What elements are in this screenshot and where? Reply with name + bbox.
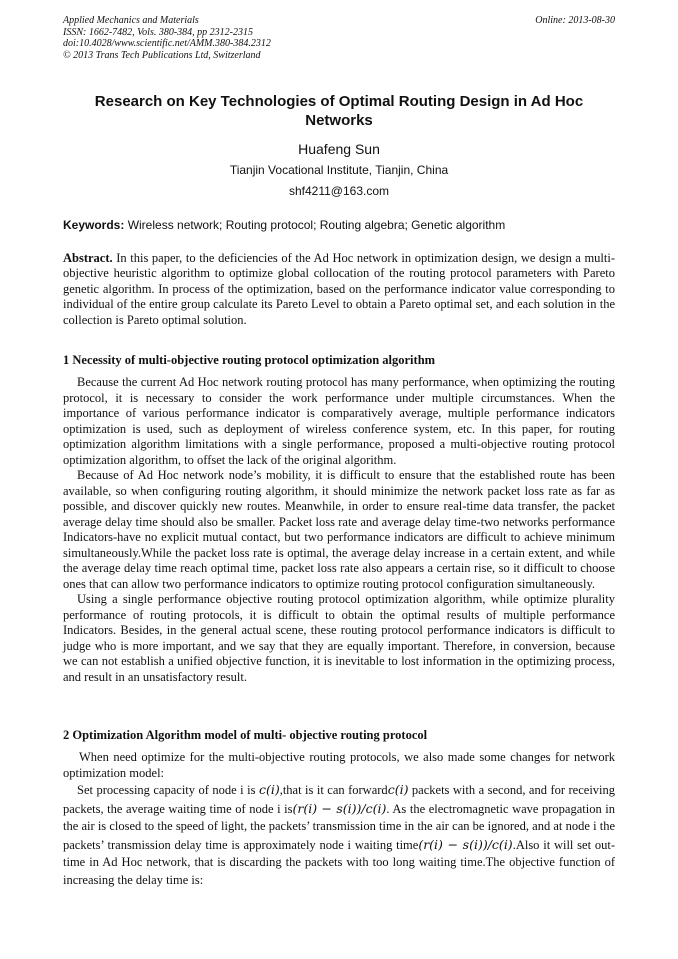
section-2-paragraph: When need optimize for the multi-objective routing protocols, we also made some changes for network optimization model:	[63, 750, 615, 780]
paper-author: Huafeng Sun	[298, 141, 380, 157]
keywords-label: Keywords:	[63, 218, 125, 232]
section-1-paragraph: Because of Ad Hoc network node’s mobility, it is difficult to ensure that the established route has been available, so when configuring routing algorithm, it should minimize the network packet loss rate as far as possible, and discover quickly new routes. Meanwhile, in order to ensure real-time data transfer, the packet average delay time should also be smaller. Packet loss rate and average delay time-two networks performance Indicators-have no explicit mutual contact, but two performance indicators are difficult to achieve minimum simultaneously.While the packet loss rate is optimal, the average delay increase in a certain extent, and while the average delay time reach optimal time, packet loss rate also appears a certain rise, so it difficult to choose ones that can allow two performance indicators to optimize routing protocol configuration simultaneously.	[63, 468, 615, 591]
paper-title: Research on Key Technologies of Optimal Routing Design in Ad Hoc Networks	[94, 93, 584, 129]
section-1-paragraph: Because the current Ad Hoc network routing protocol has many performance, when optimizing the routing protocol, it is necessary to consider the work performance under multiple circumstances. When the importance of various performance indicator is comparatively average, multiple performance indicators optimization is used, such as deployment of wireless conference system, etc. In this paper, for routing optimization algorithm limitations with a single performance, proposed a multi-objective routing protocol optimization algorithm, to offset the lack of the original algorithm.	[63, 375, 615, 467]
math-waiting-time: (r(i) − s(i))/c(i)	[292, 800, 387, 816]
journal-copyright: © 2013 Trans Tech Publications Ltd, Switzerland	[63, 49, 261, 61]
text-run: Set processing capacity of node i is	[77, 783, 259, 797]
keywords	[63, 218, 615, 233]
section-2-paragraph	[63, 781, 615, 889]
section-1-paragraph: Using a single performance objective routing protocol optimization algorithm, while optimize plurality performance of routing protocols, it is difficult to obtain the optimal results of multiple performance Indicators. Besides, in the general actual scene, these routing protocol performance indicators is difficult to judge who is more important, and we say that they are equally important. Therefore, in conversion, because we can not establish a unified objective function, it is inevitable to lost information in the optimizing process, and result in an unsatisfactory result.	[63, 592, 615, 684]
text-run: . As the electromagnetic wave propagation in the air is closed to the speed of light, the packets’ transmission time in the air can be ignored, and at node i the packets’ transmission delay time is approximately node i waiting time	[63, 801, 616, 852]
author-email: shf4211@163.com	[288, 184, 390, 198]
section-1-body	[63, 375, 615, 685]
abstract-label: Abstract.	[63, 251, 113, 265]
journal-header	[63, 15, 615, 61]
journal-name: Applied Mechanics and Materials	[63, 15, 199, 26]
math-capacity: c(i)	[387, 782, 409, 797]
keywords-text: Wireless network; Routing protocol; Routing algebra; Genetic algorithm	[124, 218, 506, 232]
journal-doi: doi:10.4028/www.scientific.net/AMM.380-384.2312	[63, 38, 271, 49]
abstract-text: In this paper, to the deficiencies of the Ad Hoc network in optimization design, we design a multi-objective heuristic algorithm to optimize global collocation of the routing protocol parameters with Pareto genetic algorithm. In process of the optimization, based on the performance indicator value corresponding to individual of the entire group calculate its Pareto Level to obtain a Pareto optimal set, and each solution in the collection is Pareto optimal solution.	[63, 251, 615, 327]
text-run: packets with a second, and for receiving packets, the average waiting time of node i is	[63, 783, 616, 816]
journal-issn: ISSN: 1662-7482, Vols. 380-384, pp 2312-2315	[63, 26, 253, 38]
abstract	[63, 251, 615, 328]
author-affiliation: Tianjin Vocational Institute, Tianjin, China	[229, 163, 449, 177]
text-run: .Also it will set out-time in Ad Hoc network, that is discarding the packets with too long waiting time.The objective function of increasing the delay time is:	[63, 837, 615, 887]
online-date: Online: 2013-08-30	[535, 15, 615, 26]
section-2-body	[63, 750, 615, 889]
math-waiting-time: (r(i) − s(i))/c(i)	[418, 836, 513, 852]
section-1-heading: 1 Necessity of multi-objective routing protocol optimization algorithm	[63, 353, 436, 367]
text-run: ,that is it can forward	[279, 783, 388, 797]
section-2-heading: 2 Optimization Algorithm model of multi- objective routing protocol	[63, 728, 428, 742]
math-capacity: c(i)	[258, 782, 280, 797]
